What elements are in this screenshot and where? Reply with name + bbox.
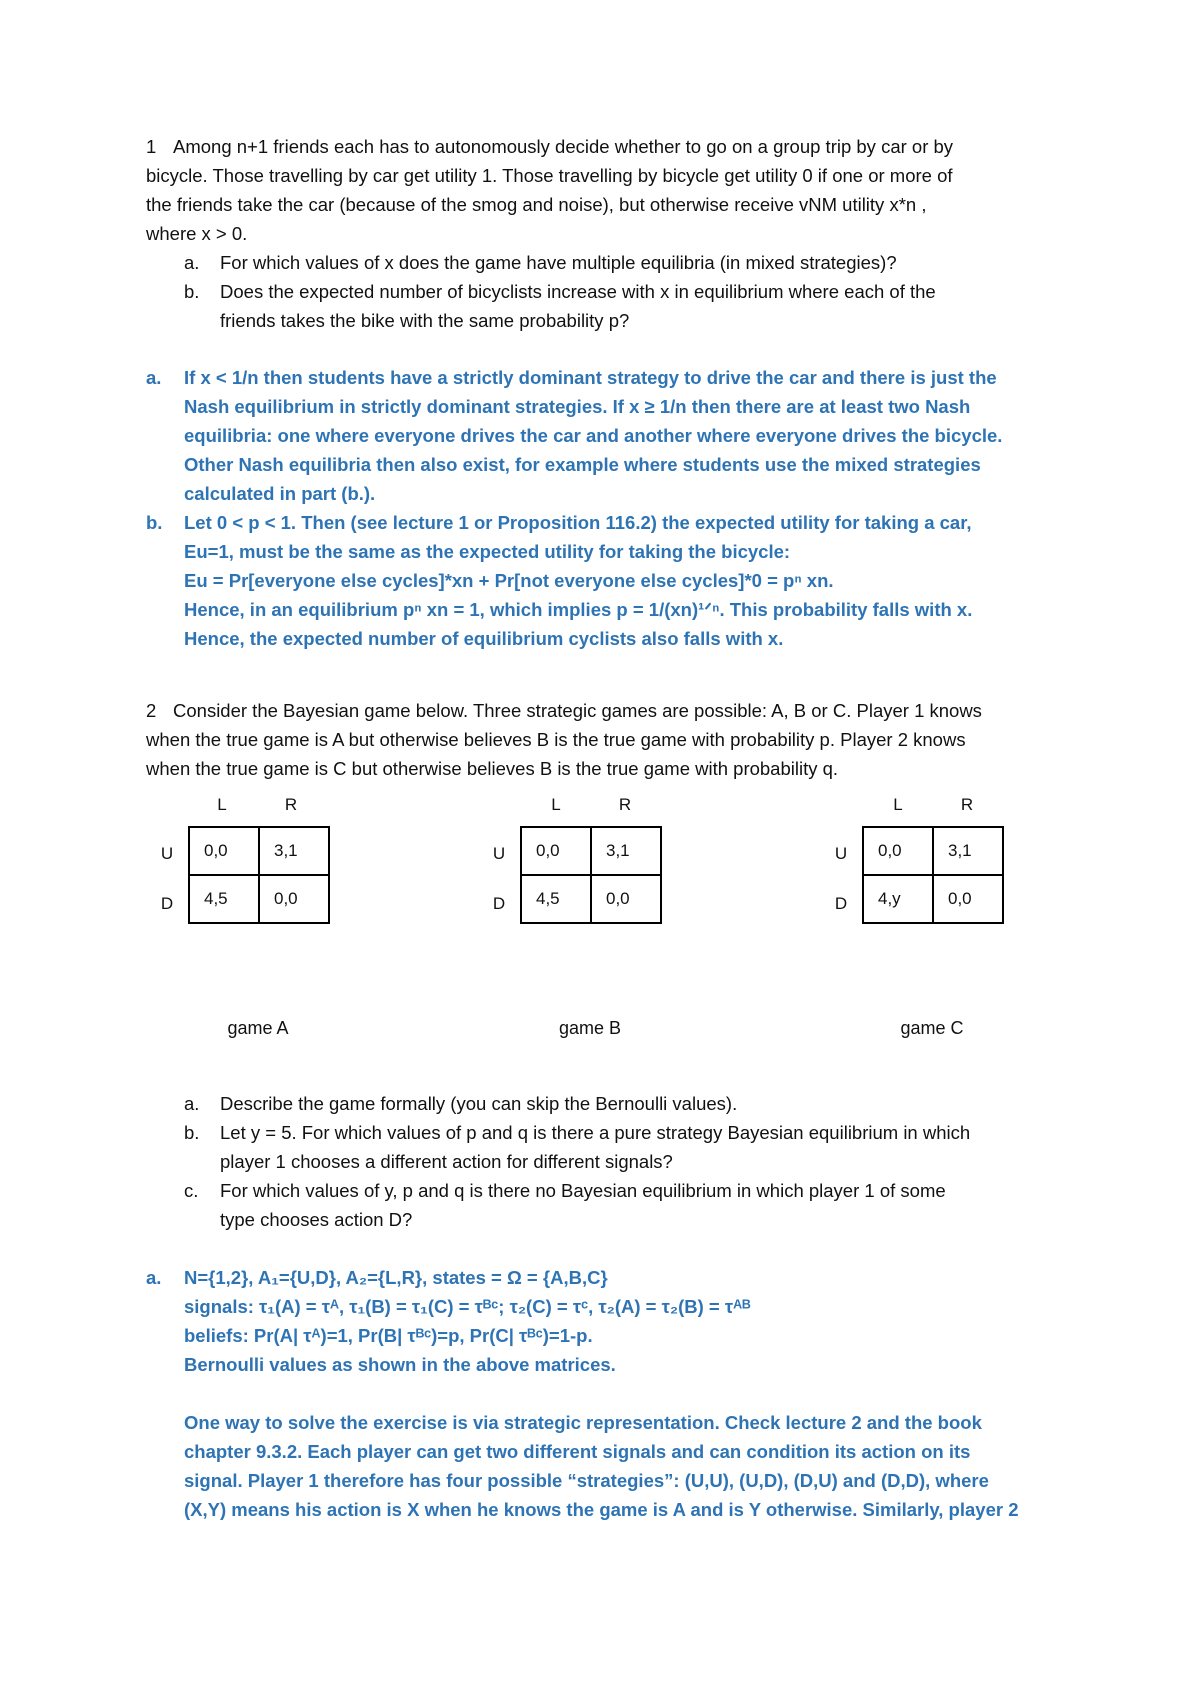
answer-label: a. xyxy=(146,367,162,388)
row-label: U xyxy=(834,844,848,863)
answer-text: Let 0 < p < 1. Then (see lecture 1 or Proposition 116.2) the expected utility for taking a car, xyxy=(184,512,972,533)
answer-text: (X,Y) means his action is X when he knows the game is A and is Y otherwise. Similarly, player 2 xyxy=(184,1499,1019,1520)
payoff-cell: 0,0 xyxy=(863,827,933,875)
game-caption: game B xyxy=(558,1018,622,1038)
payoff-cell: 0,0 xyxy=(521,827,591,875)
answer-text: Eu = Pr[everyone else cycles]*xn + Pr[not everyone else cycles]*0 = pⁿ xn. xyxy=(184,570,834,591)
answer-text: If x < 1/n then students have a strictly dominant strategy to drive the car and there is just the xyxy=(184,367,997,388)
row-label: U xyxy=(160,844,174,863)
payoff-cell: 3,1 xyxy=(591,827,661,875)
subquestion-text: Describe the game formally (you can skip the Bernoulli values). xyxy=(220,1093,738,1114)
subquestion-text: friends takes the bike with the same probability p? xyxy=(220,310,630,331)
payoff-matrix-game-c xyxy=(862,826,1004,924)
answer-text: calculated in part (b.). xyxy=(184,483,376,504)
column-label: L xyxy=(893,795,903,814)
question-text-line: when the true game is A but otherwise believes B is the true game with probability p. Player 2 knows xyxy=(146,729,966,750)
question-text-line: Among n+1 friends each has to autonomously decide whether to go on a group trip by car or by xyxy=(173,136,954,157)
subquestion-text: For which values of x does the game have multiple equilibria (in mixed strategies)? xyxy=(220,252,897,273)
answer-text: Hence, in an equilibrium pⁿ xn = 1, which implies p = 1/(xn)¹ᐟⁿ. This probability falls with x. xyxy=(184,599,973,620)
answer-text: signal. Player 1 therefore has four possible “strategies”: (U,U), (U,D), (D,U) and (D,D), where xyxy=(184,1470,989,1491)
payoff-cell: 4,y xyxy=(863,875,933,923)
column-label: L xyxy=(551,795,561,814)
payoff-cell: 0,0 xyxy=(591,875,661,923)
question-text-line: bicycle. Those travelling by car get utility 1. Those travelling by bicycle get utility 0 if one or more of xyxy=(146,165,953,186)
question-text-line: Consider the Bayesian game below. Three strategic games are possible: A, B or C. Player 1 knows xyxy=(173,700,982,721)
row-label: D xyxy=(492,894,506,913)
payoff-cell: 0,0 xyxy=(933,875,1003,923)
answer-text: N={1,2}, A₁={U,D}, A₂={L,R}, states = Ω = {A,B,C} xyxy=(184,1267,608,1288)
question-number: 1 xyxy=(146,136,157,157)
column-label: R xyxy=(284,795,298,814)
row-label: D xyxy=(834,894,848,913)
column-label: R xyxy=(618,795,632,814)
subquestion-text: Let y = 5. For which values of p and q is there a pure strategy Bayesian equilibrium in which xyxy=(220,1122,971,1143)
answer-text: signals: τ₁(A) = τᴬ, τ₁(B) = τ₁(C) = τᴮᶜ; τ₂(C) = τᶜ, τ₂(A) = τ₂(B) = τᴬᴮ xyxy=(184,1296,751,1317)
subquestion-text: type chooses action D? xyxy=(220,1209,413,1230)
payoff-cell: 0,0 xyxy=(189,827,259,875)
subquestion-label: c. xyxy=(184,1180,199,1201)
column-label: L xyxy=(217,795,227,814)
payoff-cell: 0,0 xyxy=(259,875,329,923)
question-text-line: the friends take the car (because of the smog and noise), but otherwise receive vNM utility x*n , xyxy=(146,194,927,215)
answer-label: b. xyxy=(146,512,163,533)
column-label: R xyxy=(960,795,974,814)
question-number: 2 xyxy=(146,700,157,721)
answer-text: One way to solve the exercise is via strategic representation. Check lecture 2 and the book xyxy=(184,1412,982,1433)
answer-text: Hence, the expected number of equilibrium cyclists also falls with x. xyxy=(184,628,784,649)
row-label: D xyxy=(160,894,174,913)
subquestion-label: a. xyxy=(184,252,200,273)
answer-text: equilibria: one where everyone drives the car and another where everyone drives the bicycle. xyxy=(184,425,1003,446)
game-caption: game A xyxy=(227,1018,289,1038)
payoff-cell: 4,5 xyxy=(521,875,591,923)
subquestion-text: player 1 chooses a different action for different signals? xyxy=(220,1151,673,1172)
answer-text: Other Nash equilibria then also exist, for example where students use the mixed strategies xyxy=(184,454,981,475)
game-caption: game C xyxy=(900,1018,964,1038)
payoff-cell: 3,1 xyxy=(933,827,1003,875)
subquestion-text: Does the expected number of bicyclists increase with x in equilibrium where each of the xyxy=(220,281,936,302)
subquestion-text: For which values of y, p and q is there no Bayesian equilibrium in which player 1 of some xyxy=(220,1180,946,1201)
subquestion-label: b. xyxy=(184,281,200,302)
answer-text: Nash equilibrium in strictly dominant strategies. If x ≥ 1/n then there are at least two Nash xyxy=(184,396,971,417)
subquestion-label: b. xyxy=(184,1122,200,1143)
answer-label: a. xyxy=(146,1267,162,1288)
answer-text: beliefs: Pr(A| τᴬ)=1, Pr(B| τᴮᶜ)=p, Pr(C| τᴮᶜ)=1-p. xyxy=(184,1325,593,1346)
answer-text: Bernoulli values as shown in the above matrices. xyxy=(184,1354,616,1375)
answer-text: Eu=1, must be the same as the expected utility for taking the bicycle: xyxy=(184,541,791,562)
payoff-cell: 4,5 xyxy=(189,875,259,923)
payoff-matrix-game-a xyxy=(188,826,330,924)
subquestion-label: a. xyxy=(184,1093,200,1114)
row-label: U xyxy=(492,844,506,863)
answer-text: chapter 9.3.2. Each player can get two different signals and can condition its action on its xyxy=(184,1441,971,1462)
payoff-matrix-game-b xyxy=(520,826,662,924)
payoff-cell: 3,1 xyxy=(259,827,329,875)
question-text-line: where x > 0. xyxy=(146,223,248,244)
question-text-line: when the true game is C but otherwise believes B is the true game with probability q. xyxy=(146,758,839,779)
